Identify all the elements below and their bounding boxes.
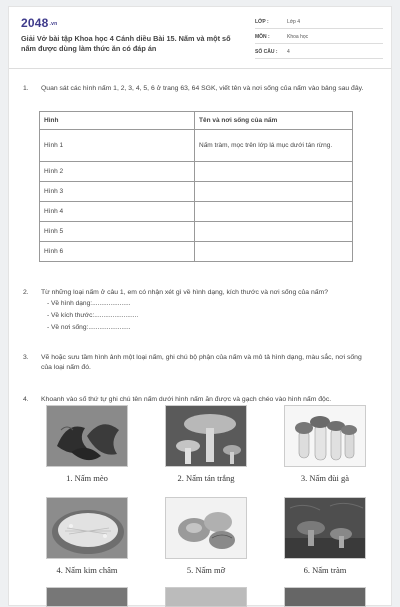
image-caption: 3. Nấm đùi gà (300, 473, 350, 483)
melaleuca-mushroom-picture (285, 498, 366, 559)
image-caption: 4. Nấm kim châm (56, 565, 118, 575)
table-cell[interactable] (195, 242, 353, 262)
worksheet-page: 2048.vn Giải Vở bài tập Khoa học 4 Cánh diều Bài 15. Nấm và một số nấm được dùng làm thức ăn có đáp án LỚP : Lớp 4 MÔN : Khoa học SỐ CÂU : 4 1. Quan sát các hình nấm 1, 2, 3, 4, 5, 6 ở trang 63, 64 SGK, viết tên và nơi sống của nấm vào bảng sau đây. Hình Tên và nơi sống của nấm Hình 1 Nấm tràm, mọc trên lớp lá mục dưới tán rừng. Hình 2 Hình 3 Hình 4 Hình 5 Hình 6 2. Từ những loại nấm ở câu 1, em có nhận xét gì về hình dạng, kích thước và nơi sống của nấm? - Về hình dạng:..................... - Về kích thước:........................ - Về nơi sống:....................... 3. Vẽ hoặc sưu tầm hình ảnh một loại nấm, ghi chú bộ phận của nấm và mô tả hình dạng, màu sắc, nơi sống của loại nấm đó. 4. Khoanh vào số thứ tự ghi chú tên nấm dưới hình nấm ăn được và gạch chéo vào hình nấm độc. 1. Nấm mèo 2. Nấm tán trắng 3. Nấm đùi gà 4. Nấm kim châm 5. Nấm mỡ 6. Nấm tràm (8, 6, 392, 606)
q2-answer-size[interactable]: - Về kích thước:........................ (47, 312, 139, 319)
table-header-cell: Tên và nơi sống của nấm (195, 112, 353, 130)
mushroom-image-partial (284, 587, 366, 607)
table-cell[interactable] (195, 162, 353, 182)
mushroom-image-partial (165, 587, 247, 607)
table-header-row (40, 112, 353, 130)
table-row[interactable] (40, 202, 353, 222)
worksheet-header (9, 7, 391, 69)
king-oyster-mushroom-picture (285, 406, 366, 467)
meta-question-count: SỐ CÂU : 4 (255, 45, 383, 59)
table-cell: Hình 1 (40, 130, 195, 162)
site-logo[interactable]: 2048.vn (21, 16, 58, 30)
white-cap-mushroom-picture (166, 406, 247, 467)
table-row[interactable] (40, 242, 353, 262)
table-cell: Hình 3 (40, 182, 195, 202)
image-caption: 2. Nấm tán trắng (177, 473, 235, 483)
mushroom-image-6[interactable] (284, 497, 366, 559)
mushroom-image-3[interactable] (284, 405, 366, 467)
answer-table (39, 111, 353, 262)
wood-ear-mushroom-picture (47, 406, 128, 467)
enoki-mushroom-picture (47, 498, 128, 559)
table-header-cell: Hình (40, 112, 195, 130)
table-cell: Hình 5 (40, 222, 195, 242)
image-caption: 5. Nấm mỡ (186, 565, 226, 575)
table-cell[interactable] (195, 182, 353, 202)
mushroom-image-4[interactable] (46, 497, 128, 559)
mushroom-image-2[interactable] (165, 405, 247, 467)
mushroom-image-1[interactable] (46, 405, 128, 467)
image-caption: 1. Nấm mèo (66, 473, 108, 483)
table-row[interactable] (40, 130, 353, 162)
table-row[interactable] (40, 162, 353, 182)
table-cell: Hình 6 (40, 242, 195, 262)
table-cell: Hình 2 (40, 162, 195, 182)
table-cell: Nấm tràm, mọc trên lớp lá mục dưới tán rừng. (195, 130, 353, 162)
table-row[interactable] (40, 182, 353, 202)
q2-answer-habitat[interactable]: - Về nơi sống:....................... (47, 324, 131, 331)
button-mushroom-picture (166, 498, 247, 559)
table-cell: Hình 4 (40, 202, 195, 222)
q2-answer-shape[interactable]: - Về hình dạng:..................... (47, 300, 131, 307)
mushroom-image-partial (46, 587, 128, 607)
meta-subject: MÔN : Khoa học (255, 30, 383, 44)
image-caption: 6. Nấm tràm (303, 565, 347, 575)
table-cell[interactable] (195, 222, 353, 242)
mushroom-image-5[interactable] (165, 497, 247, 559)
table-cell[interactable] (195, 202, 353, 222)
document-title: Giải Vở bài tập Khoa học 4 Cánh diều Bài 15. Nấm và một số nấm được dùng làm thức ăn có đáp án (21, 34, 231, 53)
meta-class: LỚP : Lớp 4 (255, 15, 383, 29)
table-row[interactable] (40, 222, 353, 242)
